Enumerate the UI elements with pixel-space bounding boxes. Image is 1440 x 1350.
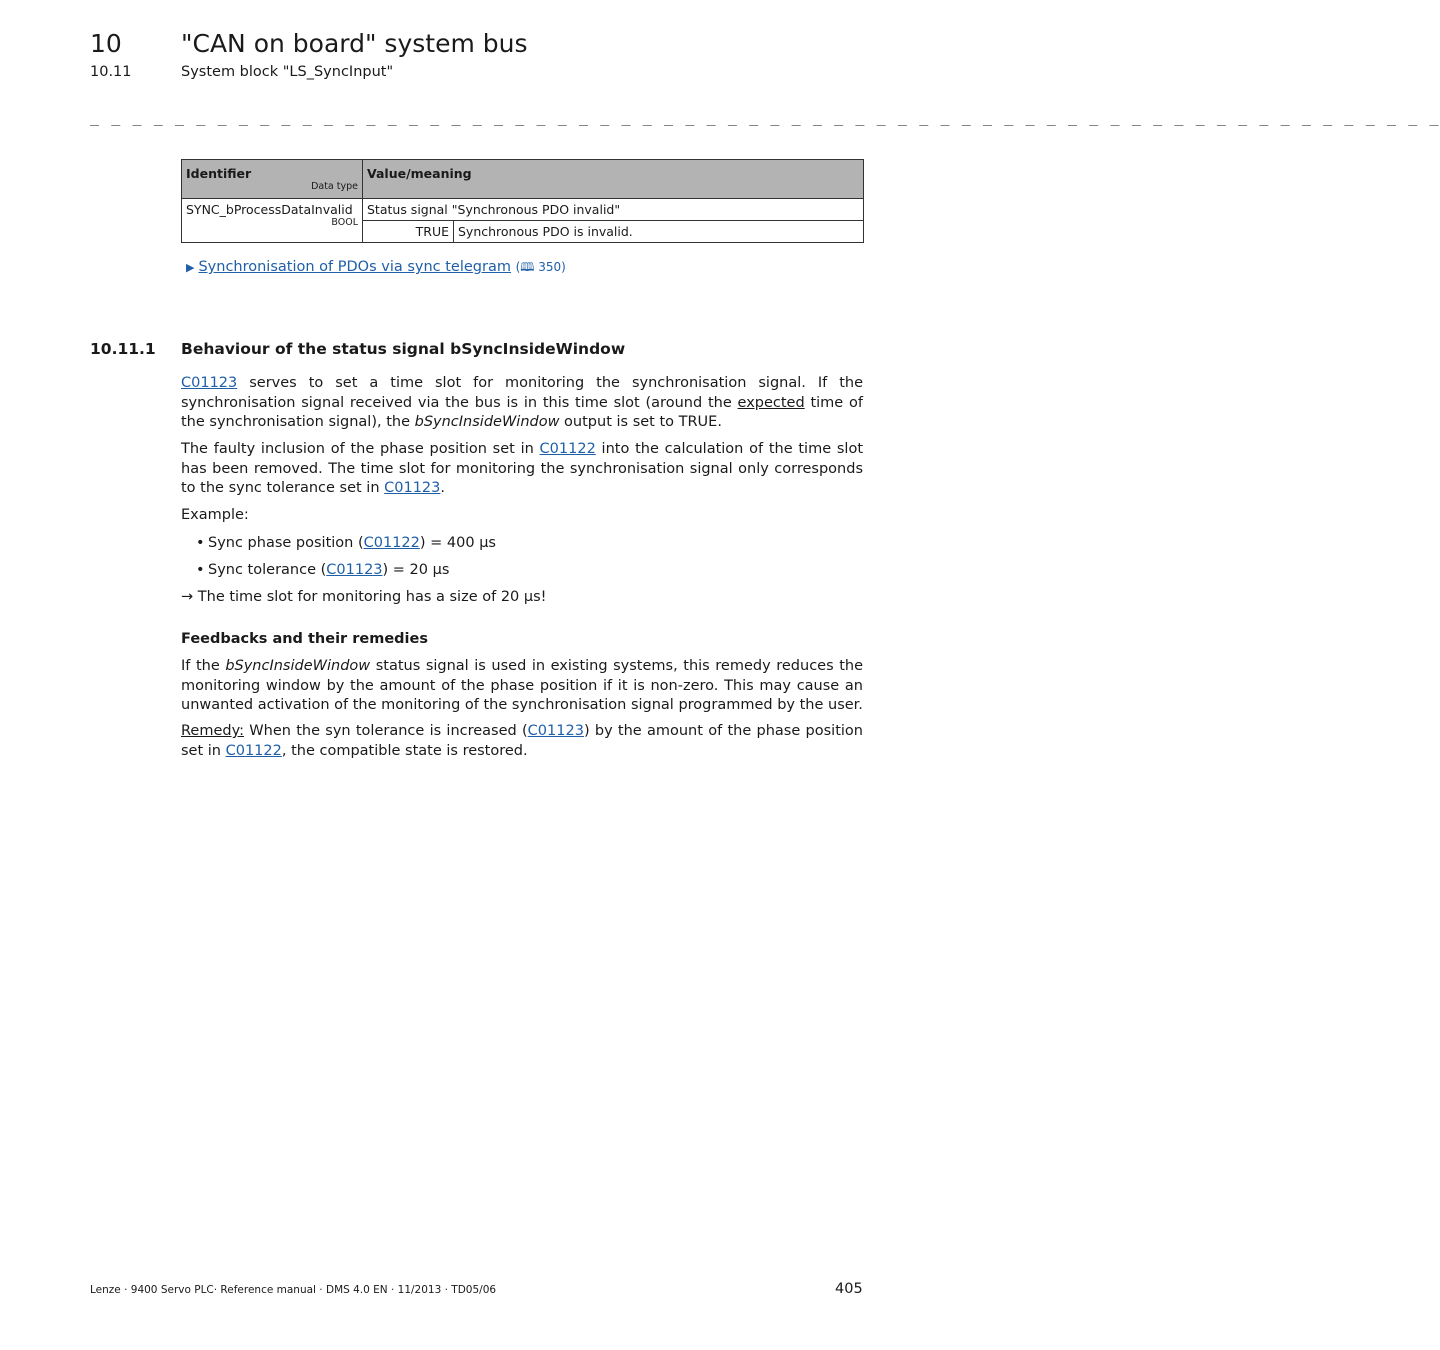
param-link-c01123[interactable]: C01123 — [181, 375, 238, 391]
signal-name: bSyncInsideWindow — [414, 414, 560, 431]
paragraph-4: Remedy: When the syn tolerance is increased (C01123) by the amount of the phase position set in C01122, the compatible state is restored. — [181, 723, 863, 759]
bullet-mark: • — [196, 535, 205, 551]
result-line: → The time slot for monitoring has a size of 20 µs! — [181, 589, 547, 605]
paragraph-3: If the bSyncInsideWindow status signal is used in existing systems, this remedy reduces the monitoring window by the amount of the phase position if it is non-zero. This may cause an unwanted activation of the monitoring of the synchronisation signal programmed by the user. — [181, 658, 863, 714]
example-label: Example: — [181, 507, 249, 523]
value-true: TRUE — [363, 221, 454, 243]
list-item: Sync phase position (C01122) = 400 µs — [208, 535, 496, 551]
param-link-c01123[interactable]: C01123 — [527, 723, 584, 739]
subsection-title: Behaviour of the status signal bSyncInsideWindow — [181, 340, 626, 358]
header-dashed-rule: _ _ _ _ _ _ _ _ _ _ _ _ _ _ _ _ _ _ _ _ _ _ _ _ _ _ _ _ _ _ _ _ _ _ _ _ _ _ _ _ _ _ _ _ _ _ _ _ _ _ _ _ _ _ _ _ _ _ _ _ _ _ _ _ — [90, 108, 1440, 126]
section-number: 10.11 — [90, 64, 132, 80]
param-link-c01122[interactable]: C01122 — [363, 535, 420, 551]
bullet-mark: • — [196, 562, 205, 578]
header-datatype: Data type — [311, 181, 358, 192]
footer-text: Lenze · 9400 Servo PLC· Reference manual · DMS 4.0 EN · 11/2013 · TD05/06 — [90, 1284, 497, 1296]
table-row — [182, 199, 864, 221]
identifier-cell — [182, 199, 363, 243]
param-link-c01122[interactable]: C01122 — [225, 742, 282, 759]
param-link-c01123[interactable]: C01123 — [384, 480, 441, 497]
page-number: 405 — [835, 1281, 863, 1297]
table-header-row — [182, 160, 864, 199]
remedy-label: Remedy: — [181, 723, 245, 739]
crossref-link[interactable]: Synchronisation of PDOs via sync telegram — [198, 259, 511, 275]
header-identifier-cell — [182, 160, 363, 199]
chapter-title: "CAN on board" system bus — [181, 29, 528, 58]
paragraph-1: C01123 serves to set a time slot for monitoring the synchronisation signal. If the synchronisation signal received via the bus is in this time slot (around the expected time of the synchronisation signal), the bSyncInsideWindow output is set to TRUE. — [181, 375, 863, 431]
section-title: System block "LS_SyncInput" — [181, 64, 394, 80]
subsection-number: 10.11.1 — [90, 340, 156, 358]
value-true-meaning: Synchronous PDO is invalid. — [454, 221, 864, 243]
signal-meaning: Status signal "Synchronous PDO invalid" — [363, 199, 864, 221]
chapter-number: 10 — [90, 29, 122, 58]
underlined-word: expected — [737, 394, 805, 411]
header-value-meaning: Value/meaning — [367, 166, 472, 181]
paragraph-2: The faulty inclusion of the phase position set in C01122 into the calculation of the time slot has been removed. The time slot for monitoring the synchronisation signal only corresponds to the sync tolerance set in C01123. — [181, 441, 863, 497]
signal-datatype: BOOL — [331, 217, 358, 228]
signal-identifier: SYNC_bProcessDataInvalid — [186, 202, 353, 217]
list-item: Sync tolerance (C01123) = 20 µs — [208, 562, 450, 578]
header-value-cell — [363, 160, 864, 199]
arrow-right-icon: → — [181, 589, 194, 605]
crossref-line — [186, 256, 566, 279]
caret-right-icon: ▶ — [186, 261, 195, 274]
param-link-c01122[interactable]: C01122 — [539, 441, 596, 457]
book-icon: 🕮 — [520, 260, 535, 274]
crossref-page[interactable]: (🕮 350) — [515, 260, 566, 274]
signal-name: bSyncInsideWindow — [225, 658, 371, 674]
header-identifier: Identifier — [186, 166, 252, 181]
param-link-c01123[interactable]: C01123 — [326, 562, 383, 578]
signal-table — [181, 159, 864, 243]
feedbacks-heading: Feedbacks and their remedies — [181, 631, 428, 647]
